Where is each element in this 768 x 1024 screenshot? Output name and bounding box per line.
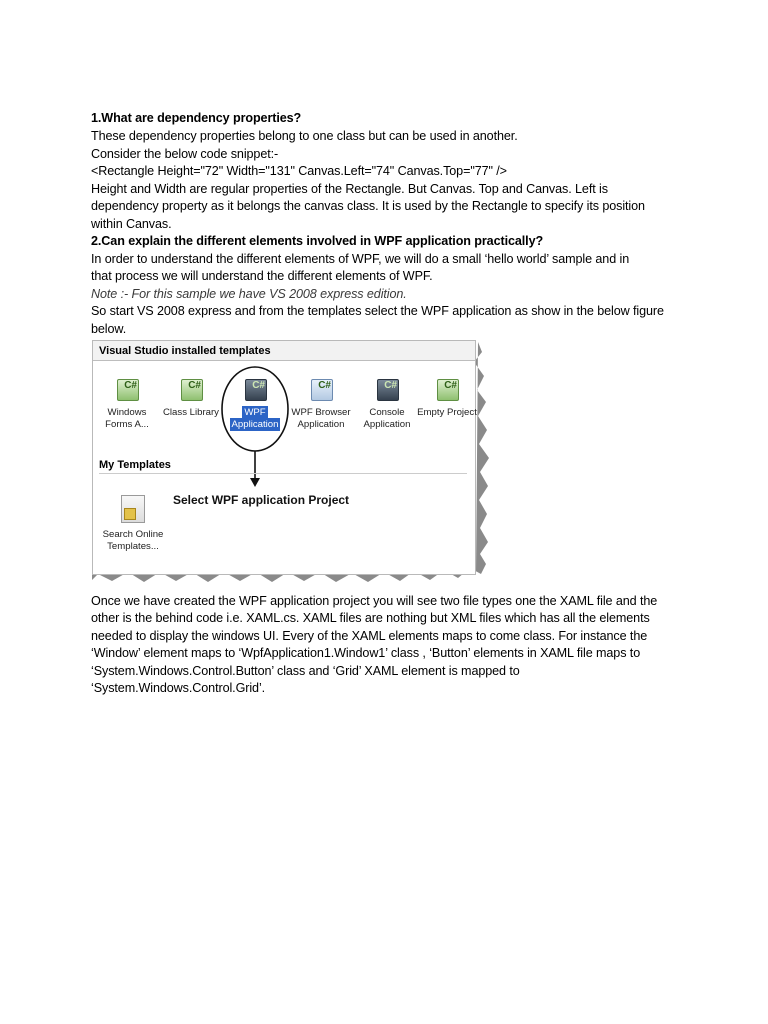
q2-instruction-line: below. [91, 322, 127, 336]
body-paragraph-line: ‘Window’ element maps to ‘WpfApplication1.Window1’ class , ‘Button’ elements in XAML file maps to [91, 646, 641, 660]
q2-paragraph-line: In order to understand the different elements of WPF, we will do a small ‘hello world’ sample and in [91, 252, 630, 266]
template-label: Windows [107, 407, 147, 418]
template-empty-project[interactable] [415, 375, 479, 419]
q1-explanation-line: dependency property as it belongs the canvas class. It is used by the Rectangle to specify its position [91, 199, 645, 213]
body-paragraph-line: ‘System.Windows.Control.Button’ class and ‘Grid’ XAML element is mapped to [91, 664, 520, 678]
template-class-library[interactable] [159, 375, 223, 419]
installed-templates-header: Visual Studio installed templates [93, 341, 475, 361]
vs-dialog [92, 340, 476, 575]
q2-instruction-line: So start VS 2008 express and from the templates select the WPF application as show in the below figure [91, 304, 664, 318]
section-divider [99, 473, 467, 474]
wpf-browser-icon: C# [308, 375, 334, 401]
template-label: Search Online [102, 529, 164, 540]
q2-note: Note :- For this sample we have VS 2008 express edition. [91, 287, 407, 301]
q1-heading: 1.What are dependency properties? [91, 111, 302, 125]
class-library-icon: C# [178, 375, 204, 401]
templates-screenshot [88, 336, 508, 586]
q2-paragraph-line: that process we will understand the different elements of WPF. [91, 269, 433, 283]
callout-arrow-head [250, 478, 260, 487]
template-label: WPF Browser [291, 407, 351, 418]
body-paragraph-line: other is the behind code i.e. XAML.cs. XAML files are nothing but XML files which has all the elements [91, 611, 650, 625]
body-paragraph-line: Once we have created the WPF application project you will see two file types one the XAML file and the [91, 594, 658, 608]
template-console-application[interactable] [355, 375, 419, 431]
console-application-icon: C# [374, 375, 400, 401]
wpf-application-icon: C# [242, 375, 268, 401]
q1-paragraph: These dependency properties belong to one class but can be used in another. [91, 129, 518, 143]
template-label: Empty Project [417, 407, 477, 418]
search-online-icon [121, 495, 145, 523]
template-label: Class Library [163, 407, 219, 418]
template-wpf-application[interactable] [223, 375, 287, 431]
body-paragraph-line: needed to display the windows UI. Every of the XAML elements maps to come class. For instance the [91, 629, 648, 643]
template-label: Console [369, 407, 405, 418]
template-label: Application [297, 419, 345, 430]
template-label: WPF [244, 407, 266, 418]
q2-heading: 2.Can explain the different elements involved in WPF application practically? [91, 234, 544, 248]
q1-snippet-intro: Consider the below code snippet:- [91, 147, 279, 161]
my-templates-header: My Templates [99, 459, 171, 471]
q1-code-snippet: <Rectangle Height="72" Width="131" Canvas.Left="74" Canvas.Top="77" /> [91, 164, 507, 178]
q1-explanation-line: within Canvas. [91, 217, 172, 231]
template-label: Templates... [107, 541, 159, 552]
template-windows-forms[interactable] [95, 375, 159, 431]
q1-explanation-line: Height and Width are regular properties of the Rectangle. But Canvas. Top and Canvas. Left is [91, 182, 608, 196]
empty-project-icon: C# [434, 375, 460, 401]
callout-text: Select WPF application Project [173, 493, 350, 507]
body-paragraph-line: ‘System.Windows.Control.Grid’. [91, 681, 266, 695]
template-wpf-browser[interactable] [289, 375, 353, 431]
template-label: Application [363, 419, 411, 430]
template-search-online[interactable] [97, 495, 169, 553]
template-label: Application [231, 419, 279, 430]
windows-forms-icon: C# [114, 375, 140, 401]
template-label: Forms A... [105, 419, 149, 430]
